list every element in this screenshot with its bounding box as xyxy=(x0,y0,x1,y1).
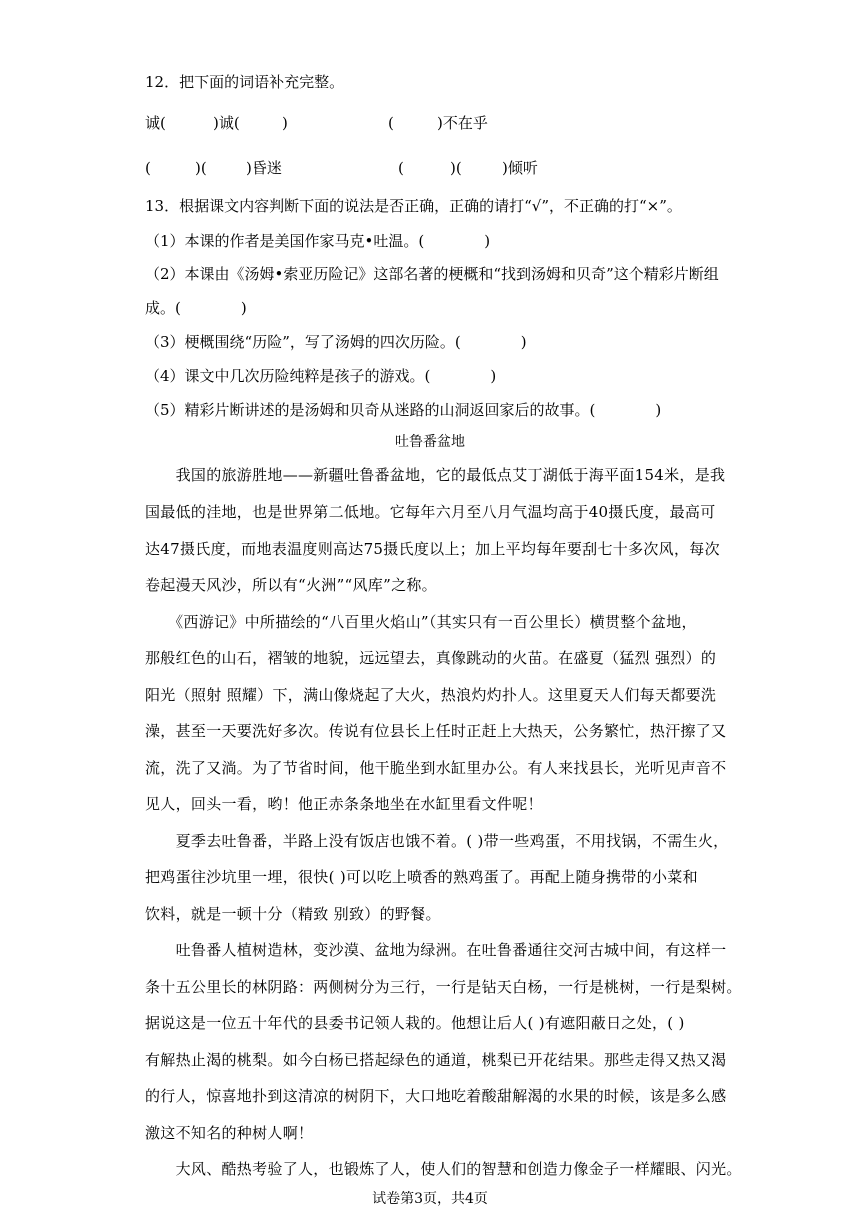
article-title: 吐鲁番盆地 xyxy=(395,434,465,450)
q12-word4-part2: )( xyxy=(450,159,462,177)
article-line: 阳光（照射 照耀）下，满山像烧起了大火，热浪灼灼扑人。这里夏天人们每天都要洗 xyxy=(145,686,717,704)
article-line: 那般红色的山石，褶皱的地貌，远远望去，真像跳动的火苗。在盛夏（猛烈 强烈）的 xyxy=(145,649,717,667)
q12-word1-part1: 诚( xyxy=(145,114,166,132)
q12-word1-part2: )诚( xyxy=(213,114,240,132)
q13-item-2: （2）本课由《汤姆•索亚历险记》这部名著的梗概和“找到汤姆和贝奇”这个精彩片断组 xyxy=(145,265,719,283)
q13-item-1: （1）本课的作者是美国作家马克•吐温。( ) xyxy=(145,232,491,250)
q12-word4-part1: ( xyxy=(398,159,404,177)
q12-word3-part1: ( xyxy=(145,159,151,177)
article-line: 的行人，惊喜地扑到这清凉的树阴下，大口地吃着酸甜解渴的水果的时候，该是多么感 xyxy=(145,1087,727,1105)
article-line: 国最低的洼地，也是世界第二低地。它每年六月至八月气温均高于40摄氏度，最高可 xyxy=(145,503,716,521)
article-line: 见人，回头一看，哟！他正赤条条地坐在水缸里看文件呢！ xyxy=(145,795,543,813)
article-line: 卷起漫天风沙，所以有“火洲”“风库”之称。 xyxy=(145,576,437,594)
q12-word3-part2: )( xyxy=(195,159,207,177)
q13-item-3: （3）梗概围绕“历险”，写了汤姆的四次历险。( ) xyxy=(145,333,527,351)
q13-item-5: （5）精彩片断讲述的是汤姆和贝奇从迷路的山洞返回家后的故事。( ) xyxy=(145,401,662,419)
q12-word2-part2: )不在乎 xyxy=(437,114,488,132)
article-line: 吐鲁番人植树造林，变沙漠、盆地为绿洲。在吐鲁番通往交河古城中间，有这样一 xyxy=(145,941,727,959)
article-line: 夏季去吐鲁番，半路上没有饭店也饿不着。( )带一些鸡蛋，不用找锅，不需生火， xyxy=(145,832,729,850)
page-footer: 试卷第3页，共4页 xyxy=(372,1191,488,1207)
q12-word2-part1: ( xyxy=(388,114,394,132)
article-line: 据说这是一位五十年代的县委书记领人栽的。他想让后人( )有遮阳蔽日之处，( ) xyxy=(145,1014,685,1032)
q12-word1-part3: ) xyxy=(282,114,288,132)
article-line: 把鸡蛋往沙坑里一埋，很快( )可以吃上喷香的熟鸡蛋了。再配上随身携带的小菜和 xyxy=(145,868,698,886)
q12-word3-part3: )昏迷 xyxy=(246,159,282,177)
q12-title: 12．把下面的词语补充完整。 xyxy=(145,73,345,91)
article-line: 饮料，就是一顿十分（精致 别致）的野餐。 xyxy=(145,905,441,923)
article-line: 条十五公里长的林阴路：两侧树分为三行，一行是钻天白杨，一行是桃树，一行是梨树。 xyxy=(145,978,742,996)
article-line: 有解热止渴的桃梨。如今白杨已搭起绿色的通道，桃梨已开花结果。那些走得又热又渴 xyxy=(145,1051,727,1069)
q13-item-4: （4）课文中几次历险纯粹是孩子的游戏。( ) xyxy=(145,367,497,385)
article-line: 激这不知名的种树人啊！ xyxy=(145,1124,314,1142)
article-line: 大风、酷热考验了人，也锻炼了人，使人们的智慧和创造力像金子一样耀眼、闪光。 xyxy=(145,1160,742,1178)
q12-word4-part3: )倾听 xyxy=(502,159,538,177)
q13-title: 13．根据课文内容判断下面的说法是否正确，正确的请打“√”，不正确的打“×”。 xyxy=(145,197,682,215)
article-line: 流，洗了又淌。为了节省时间，他干脆坐到水缸里办公。有人来找县长，光听见声音不 xyxy=(145,759,727,777)
q13-item-2-cont: 成。( ) xyxy=(145,299,247,317)
article-line: 我国的旅游胜地——新疆吐鲁番盆地，它的最低点艾丁湖低于海平面154米，是我 xyxy=(145,466,726,484)
article-line: 澡，甚至一天要洗好多次。传说有位县长上任时正赶上大热天，公务繁忙，热汗擦了又 xyxy=(145,722,727,740)
article-line: 《西游记》中所描绘的“八百里火焰山”（其实只有一百公里长）横贯整个盆地， xyxy=(145,613,697,631)
article-line: 达47摄氏度，而地表温度则高达75摄氏度以上；加上平均每年要刮七十多次风，每次 xyxy=(145,540,720,558)
